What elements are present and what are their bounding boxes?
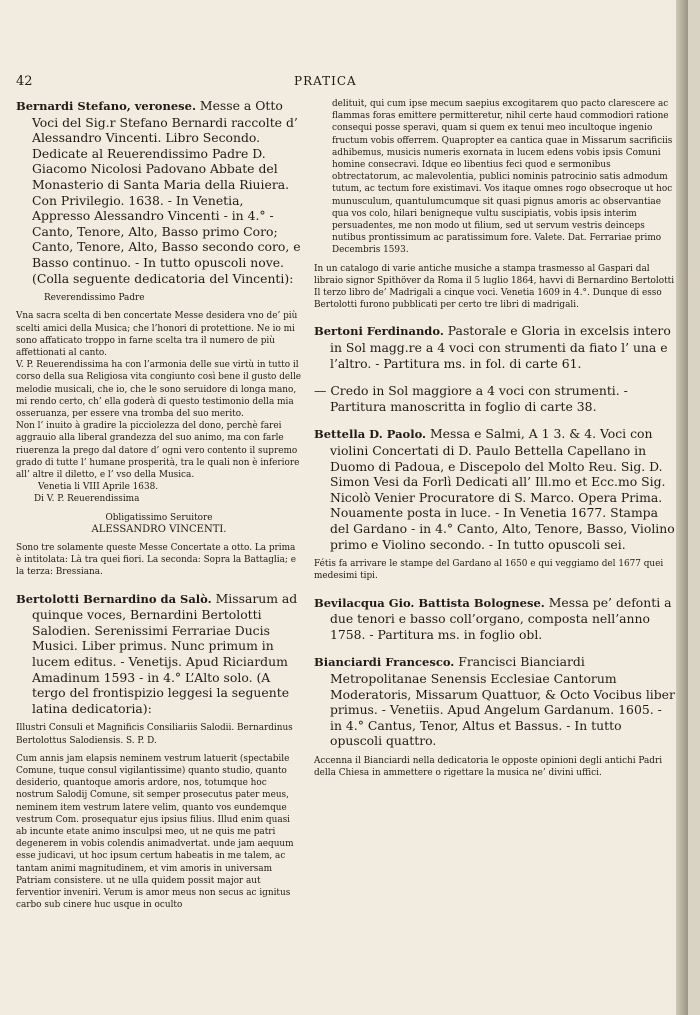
entry-text: Messa pe’ defonti a due tenori e basso coll’organo, composta nell’anno 1758. - Partitura ms. in foglio obl. xyxy=(330,594,672,642)
right-column xyxy=(314,98,676,779)
note-catalogo: In un catalogo di varie antiche musiche a stampa trasmesso al Gaspari dal libraio signor Spithöver da Roma il 5 luglio 1864, havvi di Bernardino Bertolotti Il terzo libro de’ Madrigali a cinque voci. Venetia 1609 in 4.°. Dunque di esso Bertolotti furono pubblicati per certo tre libri di madrigali. xyxy=(314,263,675,311)
page-number: 42 xyxy=(16,74,33,89)
entry-bettella xyxy=(314,426,676,552)
running-title: PRATICA xyxy=(294,74,357,88)
entry-heading: Bevilacqua Gio. Battista Bolognese. xyxy=(314,595,545,610)
salutation: Reverendissimo Padre xyxy=(44,293,145,304)
entry-bernardi xyxy=(16,98,302,286)
entry-text: Messe a Otto Voci del Sig.r Stefano Bernardi raccolte d’ Alessandro Vincenti. Libro Secondo. Dedicate al Reuerendissimo Padre D. Giacomo Nicolosi Padovano Abbate del Monasterio di Santa Maria della Riuiera. Con Privilegio. 1638. - In Venetia, Appresso Alessandro Vincenti - in 4.° - Canto, Tenore, Alto, Basso primo Coro; Canto, Tenore, Alto, Basso secondo coro, e Basso continuo. - In tutto opuscoli nove. (Colla seguente dedicatoria del Vincenti): xyxy=(32,98,301,286)
page-header xyxy=(14,74,669,94)
note-bianciardi: Accenna il Bianciardi nella dedicatoria le opposte opinioni degli antichi Padri della Chiesa in ammettere o rigettare la musica ne’ divini uffici. xyxy=(314,755,663,779)
dedication-servant: Obligatissimo Seruitore xyxy=(105,512,213,523)
page-edge xyxy=(676,0,688,1015)
note-messe: Sono tre solamente queste Messe Concertate a otto. La prima è intitolata: Là tra quei fiori. La seconda: Sopra la Battaglia; e la terza: Bressiana. xyxy=(16,542,296,578)
latin-address: Illustri Consuli et Magnificis Consiliariis Salodii. Bernardinus Bertolottus Salodiensis. S. P. D. xyxy=(16,723,293,746)
entry-text: Francisci Bianciardi Metropolitanae Senensis Ecclesiae Cantorum Moderatoris, Missarum Quattuor, & Octo Vocibus liber primus. - Venetiis. Apud Angelum Gardanum. 1605. - in 4.° Cantus, Tenor, Altus et Bassus. - In tutto opuscoli quattro. xyxy=(330,654,675,749)
dedication-date: Venetia li VIII Aprile 1638. xyxy=(38,482,159,493)
entry-text: Messa e Salmi, A 1 3. & 4. Voci con violini Concertati di D. Paulo Bettella Capellano in Duomo di Padoua, e Discepolo del Molto Reu. Sig. D. Simon Vesi da Forlì Dedicati all’ Ill.mo et Ecc.mo Sig. Nicolò Venier Procuratore di S. Marco. Opera Prima. Nouamente posta in luce. - In Venetia 1677. Stampa del Gardano - in 4.° Canto, Alto, Tenore, Basso, Violino primo e Violino secondo. - In tutto opuscoli sei. xyxy=(330,426,675,552)
entry-heading: Bertoni Ferdinando. xyxy=(314,324,444,339)
entry-heading: Bettella D. Paolo. xyxy=(314,427,427,442)
entry-bianciardi xyxy=(314,654,676,749)
dedication-to: Di V. P. Reuerendissima xyxy=(34,494,140,505)
entry-text: Missarum ad quinque voces, Bernardini Bertolotti Salodien. Serenissimi Ferrariae Ducis Musici. Liber primus. Nunc primum in lucem editus. - Venetijs. Apud Riciardum Amadinum 1593 - in 4.° L’Alto solo. (A tergo del frontispizio leggesi la seguente latina dedicatoria): xyxy=(32,590,298,716)
entry-heading: Bianciardi Francesco. xyxy=(314,655,455,670)
note-fetis: Fétis fa arrivare le stampe del Gardano al 1650 e qui veggiamo del 1677 quei medesimi tipi. xyxy=(314,559,664,582)
entry-text: Pastorale e Gloria in excelsis intero in Sol magg.re a 4 voci con strumenti da fiato l’ una e l’altro. - Partitura ms. in fol. di carte 61. xyxy=(330,323,671,371)
left-column xyxy=(16,98,302,911)
dedication-signature: ALESSANDRO VINCENTI. xyxy=(91,523,227,535)
entry-bertoni-credo: — Credo in Sol maggiore a 4 voci con strumenti. - Partitura manoscritta in foglio di carte 38. xyxy=(314,383,628,414)
entry-bertolotti xyxy=(16,591,302,717)
entry-heading: Bertolotti Bernardino da Salò. xyxy=(16,591,212,606)
entry-bevilacqua xyxy=(314,595,676,643)
latin-dedication-cont: delituit, qui cum ipse mecum saepius excogitarem quo pacto clarescere ac flammas foras emittere permitteretur, nihil certe haud commodiori ratione consequi posse speravi, quam si quem ex tenui meo incultoque ingenio fructum vobis offerrem. Quapropter ea cantica quae in Missarum sacrificiis adhibemus, musicis numeris exornata in lucem edens vobis ipsis Comuni homine consecravi. Idque eo libentius feci quod e sermonibus obtrectatorum, ac malevolentia, publici nominis patrocinio satis admodum tutum, ac tectum fore existimavi. Vos itaque omnes rogo obsecroque ut hoc munusculum, quantulumcumque sit quasi pignus amoris ac observantiae qua vos colo, hilari benigneque vultu suscipiatis, vobis ipsis interim persuadentes, me non modo ut filium, sed ut servum vestris deinceps nutibus prontissimum ac paratissimum fore. Valete. Dat. Ferrariae primo Decembris 1593. xyxy=(332,99,673,256)
dedication-text: Vna sacra scelta di ben concertate Messe desidera vno de’ più scelti amici della Musica; che l’honori di protettione. Ne io mi sono affaticato troppo in farne scelta tra il numero de più affettionati al canto. V. P. Reuerendissima ha con l’armonia delle sue virtù in tutto il corso della sua Religiosa vita congiunto così bene il gusto delle melodie musicali, che io, che le sono seruidore di longa mano, mi rendo certo, ch’ ella goderà di questo testimonio della mia osseruanza, per essere vna tromba del suo merito. Non l’ inuito à gradire la picciolezza del dono, perchè farei aggrauio alla liberal grandezza del suo animo, ma con farle riuerenza la prego dal datore d’ ogni vero contento il supremo grado di tutte l’ humane prosperità, tra le quali non è inferiore all’ altre il diletto, e l’ vso della Musica. xyxy=(16,311,302,480)
entry-bertoni xyxy=(314,323,676,371)
latin-dedication: Cum annis jam elapsis neminem vestrum latuerit (spectabile Comune, tuque consul vigilantissime) quanto studio, quanto desiderio, quantoque amoris ardore, nos, totumque hoc nostrum Salodij Comune, sit semper prosecutus pater meus, neminem item vestrum latere velim, quanto vos eundemque vestrum Com. prosequatur ejus ipsius filius. Illud enim quasi ab incunte etate animo insculpsi meo, ut ne quis me patri degenerem in vobis colendis animadvertat. unde jam aequum esse judicavi, ut hoc ipsum certum habeatis in me talem, ac tantam animi magnitudinem, et vim amoris in universam Patriam consistere. ut ne ulla quidem possit major aut ferventior inveniri. Verum is amor meus non secus ac ignitus carbo sub cinere huc usque in oculto xyxy=(16,753,294,911)
entry-heading: Bernardi Stefano, veronese. xyxy=(16,99,196,113)
